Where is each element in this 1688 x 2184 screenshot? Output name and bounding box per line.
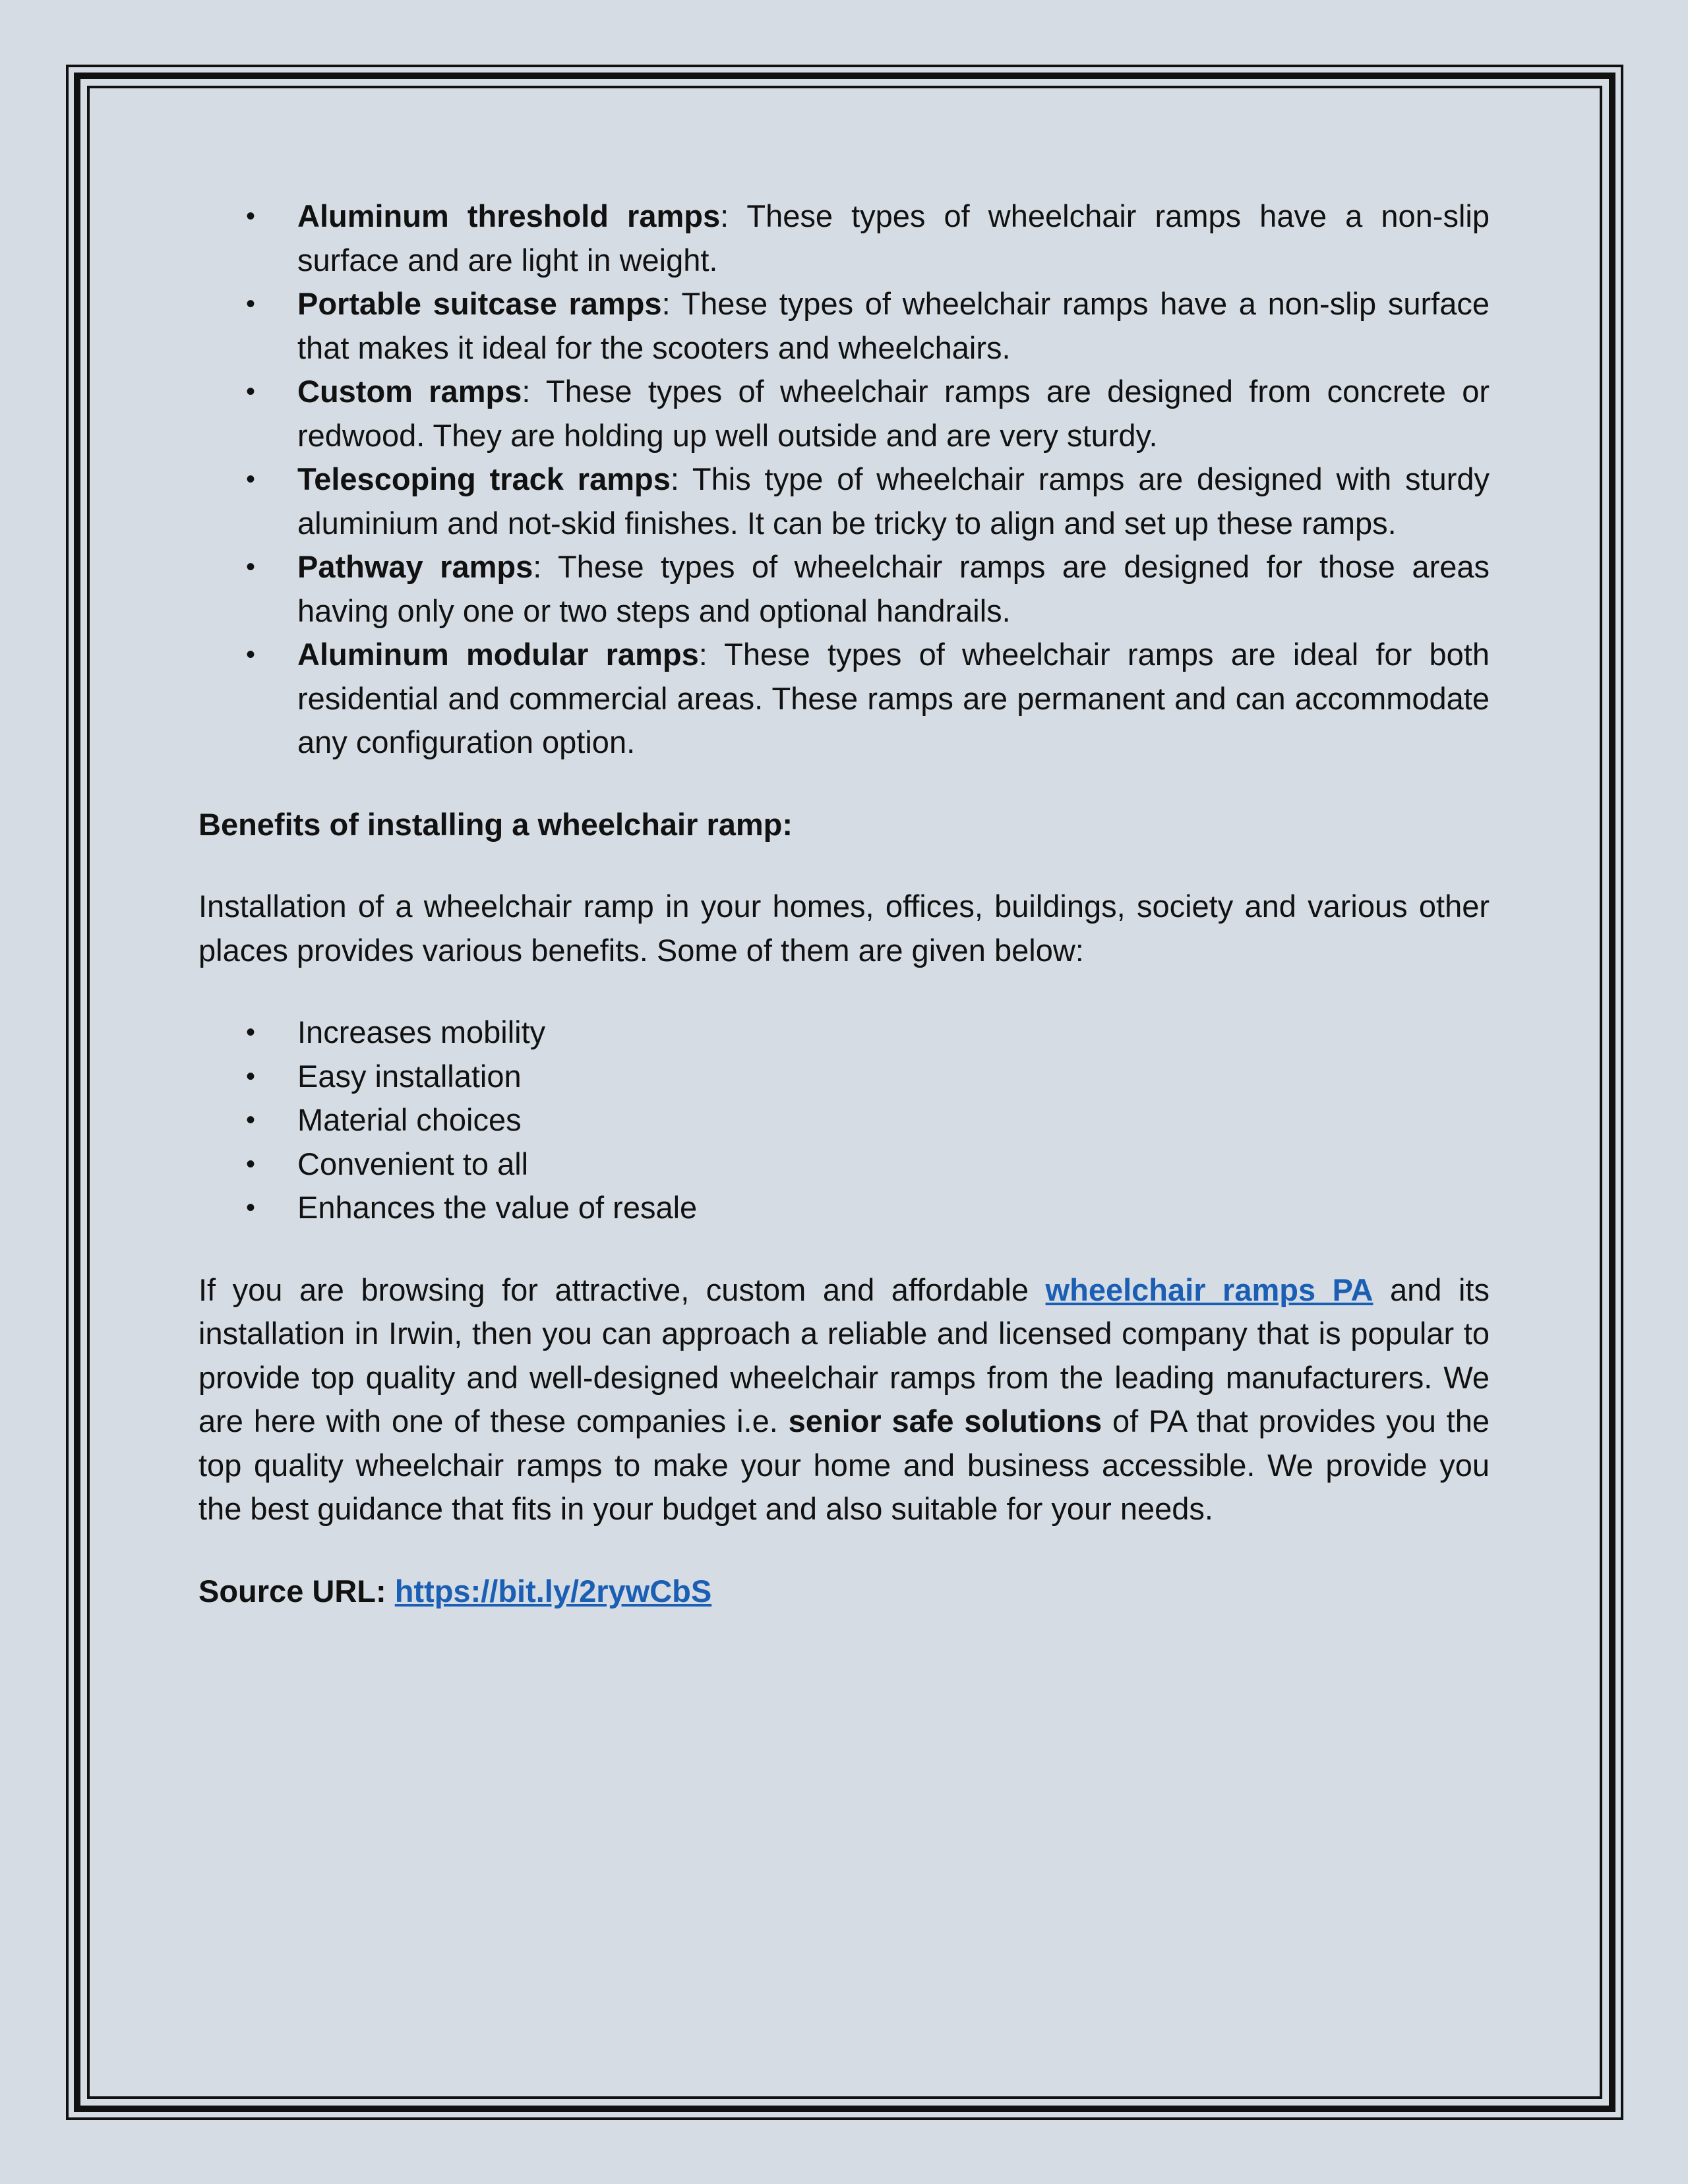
ramp-type-title: Aluminum modular ramps <box>297 637 699 672</box>
list-item <box>246 370 1499 457</box>
benefits-intro: Installation of a wheelchair ramp in your homes, offices, buildings, society and various other places provides various benefits. Some of them are given below: <box>198 889 1490 968</box>
ramp-type-desc: : These types of wheelchair ramps are ideal for both residential and commercial areas. These ramps are permanent and can accommodate any configuration option. <box>297 637 1499 759</box>
list-item <box>246 282 1499 370</box>
bullet-icon: • <box>246 377 256 406</box>
ramp-type-title: Pathway ramps <box>297 549 533 584</box>
document-body <box>198 194 1499 1613</box>
bullet-icon: • <box>246 1149 256 1179</box>
spacer <box>198 765 1490 803</box>
ramp-type-title: Aluminum threshold ramps <box>297 198 721 233</box>
list-item <box>246 194 1499 282</box>
wheelchair-ramps-link[interactable]: wheelchair ramps PA <box>1045 1272 1373 1307</box>
benefit-text: Material choices <box>297 1102 522 1137</box>
bullet-icon: • <box>246 1106 256 1135</box>
ramp-type-desc: : These types of wheelchair ramps are designed for those areas having only one or two steps and optional handrails. <box>297 549 1499 628</box>
company-name: senior safe solutions <box>788 1403 1102 1438</box>
benefits-list <box>198 1011 1490 1230</box>
list-item <box>246 633 1499 765</box>
ramp-type-desc: : These types of wheelchair ramps are designed from concrete or redwood. They are holding up well outside and are very sturdy. <box>297 374 1499 453</box>
benefit-text: Increases mobility <box>297 1015 546 1049</box>
source-line <box>198 1570 1490 1614</box>
closing-text-1: If you are browsing for attractive, custom and affordable <box>198 1272 1046 1307</box>
ramp-type-desc: : These types of wheelchair ramps have a non-slip surface that makes it ideal for the scooters and wheelchairs. <box>297 286 1499 365</box>
bullet-icon: • <box>246 640 256 669</box>
benefit-text: Convenient to all <box>297 1146 529 1181</box>
ramp-type-desc: : This type of wheelchair ramps are designed with sturdy aluminium and not-skid finishes. It can be tricky to align and set up these ramps. <box>297 461 1499 541</box>
spacer <box>198 846 1490 885</box>
bullet-icon: • <box>246 1193 256 1222</box>
source-label: Source URL: <box>198 1573 395 1608</box>
bullet-icon: • <box>246 1061 256 1091</box>
bullet-icon: • <box>246 465 256 494</box>
list-item <box>246 1186 1490 1230</box>
spacer <box>198 1531 1490 1570</box>
closing-paragraph <box>198 1268 1499 1531</box>
list-item <box>246 1098 1490 1142</box>
ramp-type-title: Custom ramps <box>297 374 522 409</box>
list-item <box>246 457 1499 545</box>
ramp-types-list <box>198 194 1499 765</box>
ramp-type-title: Telescoping track ramps <box>297 461 671 496</box>
section-heading: Benefits of installing a wheelchair ramp: <box>198 806 793 842</box>
list-item <box>246 1011 1490 1055</box>
spacer <box>198 972 1490 1011</box>
bullet-icon: • <box>246 202 256 231</box>
benefit-text: Easy installation <box>297 1058 522 1094</box>
list-item <box>246 1055 1490 1099</box>
source-url-link[interactable]: https://bit.ly/2rywCbS <box>394 1573 712 1608</box>
bullet-icon: • <box>246 289 256 318</box>
ramp-type-desc: : These types of wheelchair ramps have a non-slip surface and are light in weight. <box>297 198 1499 278</box>
benefit-text: Enhances the value of resale <box>297 1190 698 1225</box>
bullet-icon: • <box>246 552 256 581</box>
spacer <box>198 1230 1490 1268</box>
list-item <box>246 545 1499 633</box>
list-item <box>246 1142 1490 1187</box>
closing-text-3: of PA that provides you the top quality wheelchair ramps to make your home and business accessible. We provide you the best guidance that fits in your budget and also suitable for your needs. <box>198 1403 1499 1526</box>
bullet-icon: • <box>246 1018 256 1047</box>
ramp-type-title: Portable suitcase ramps <box>297 286 662 321</box>
closing-text-2: and its installation in Irwin, then you can approach a reliable and licensed company that is popular to provide top quality and well-designed wheelchair ramps from the leading manufacturers. We are here with one of these companies i.e. <box>198 1272 1499 1438</box>
